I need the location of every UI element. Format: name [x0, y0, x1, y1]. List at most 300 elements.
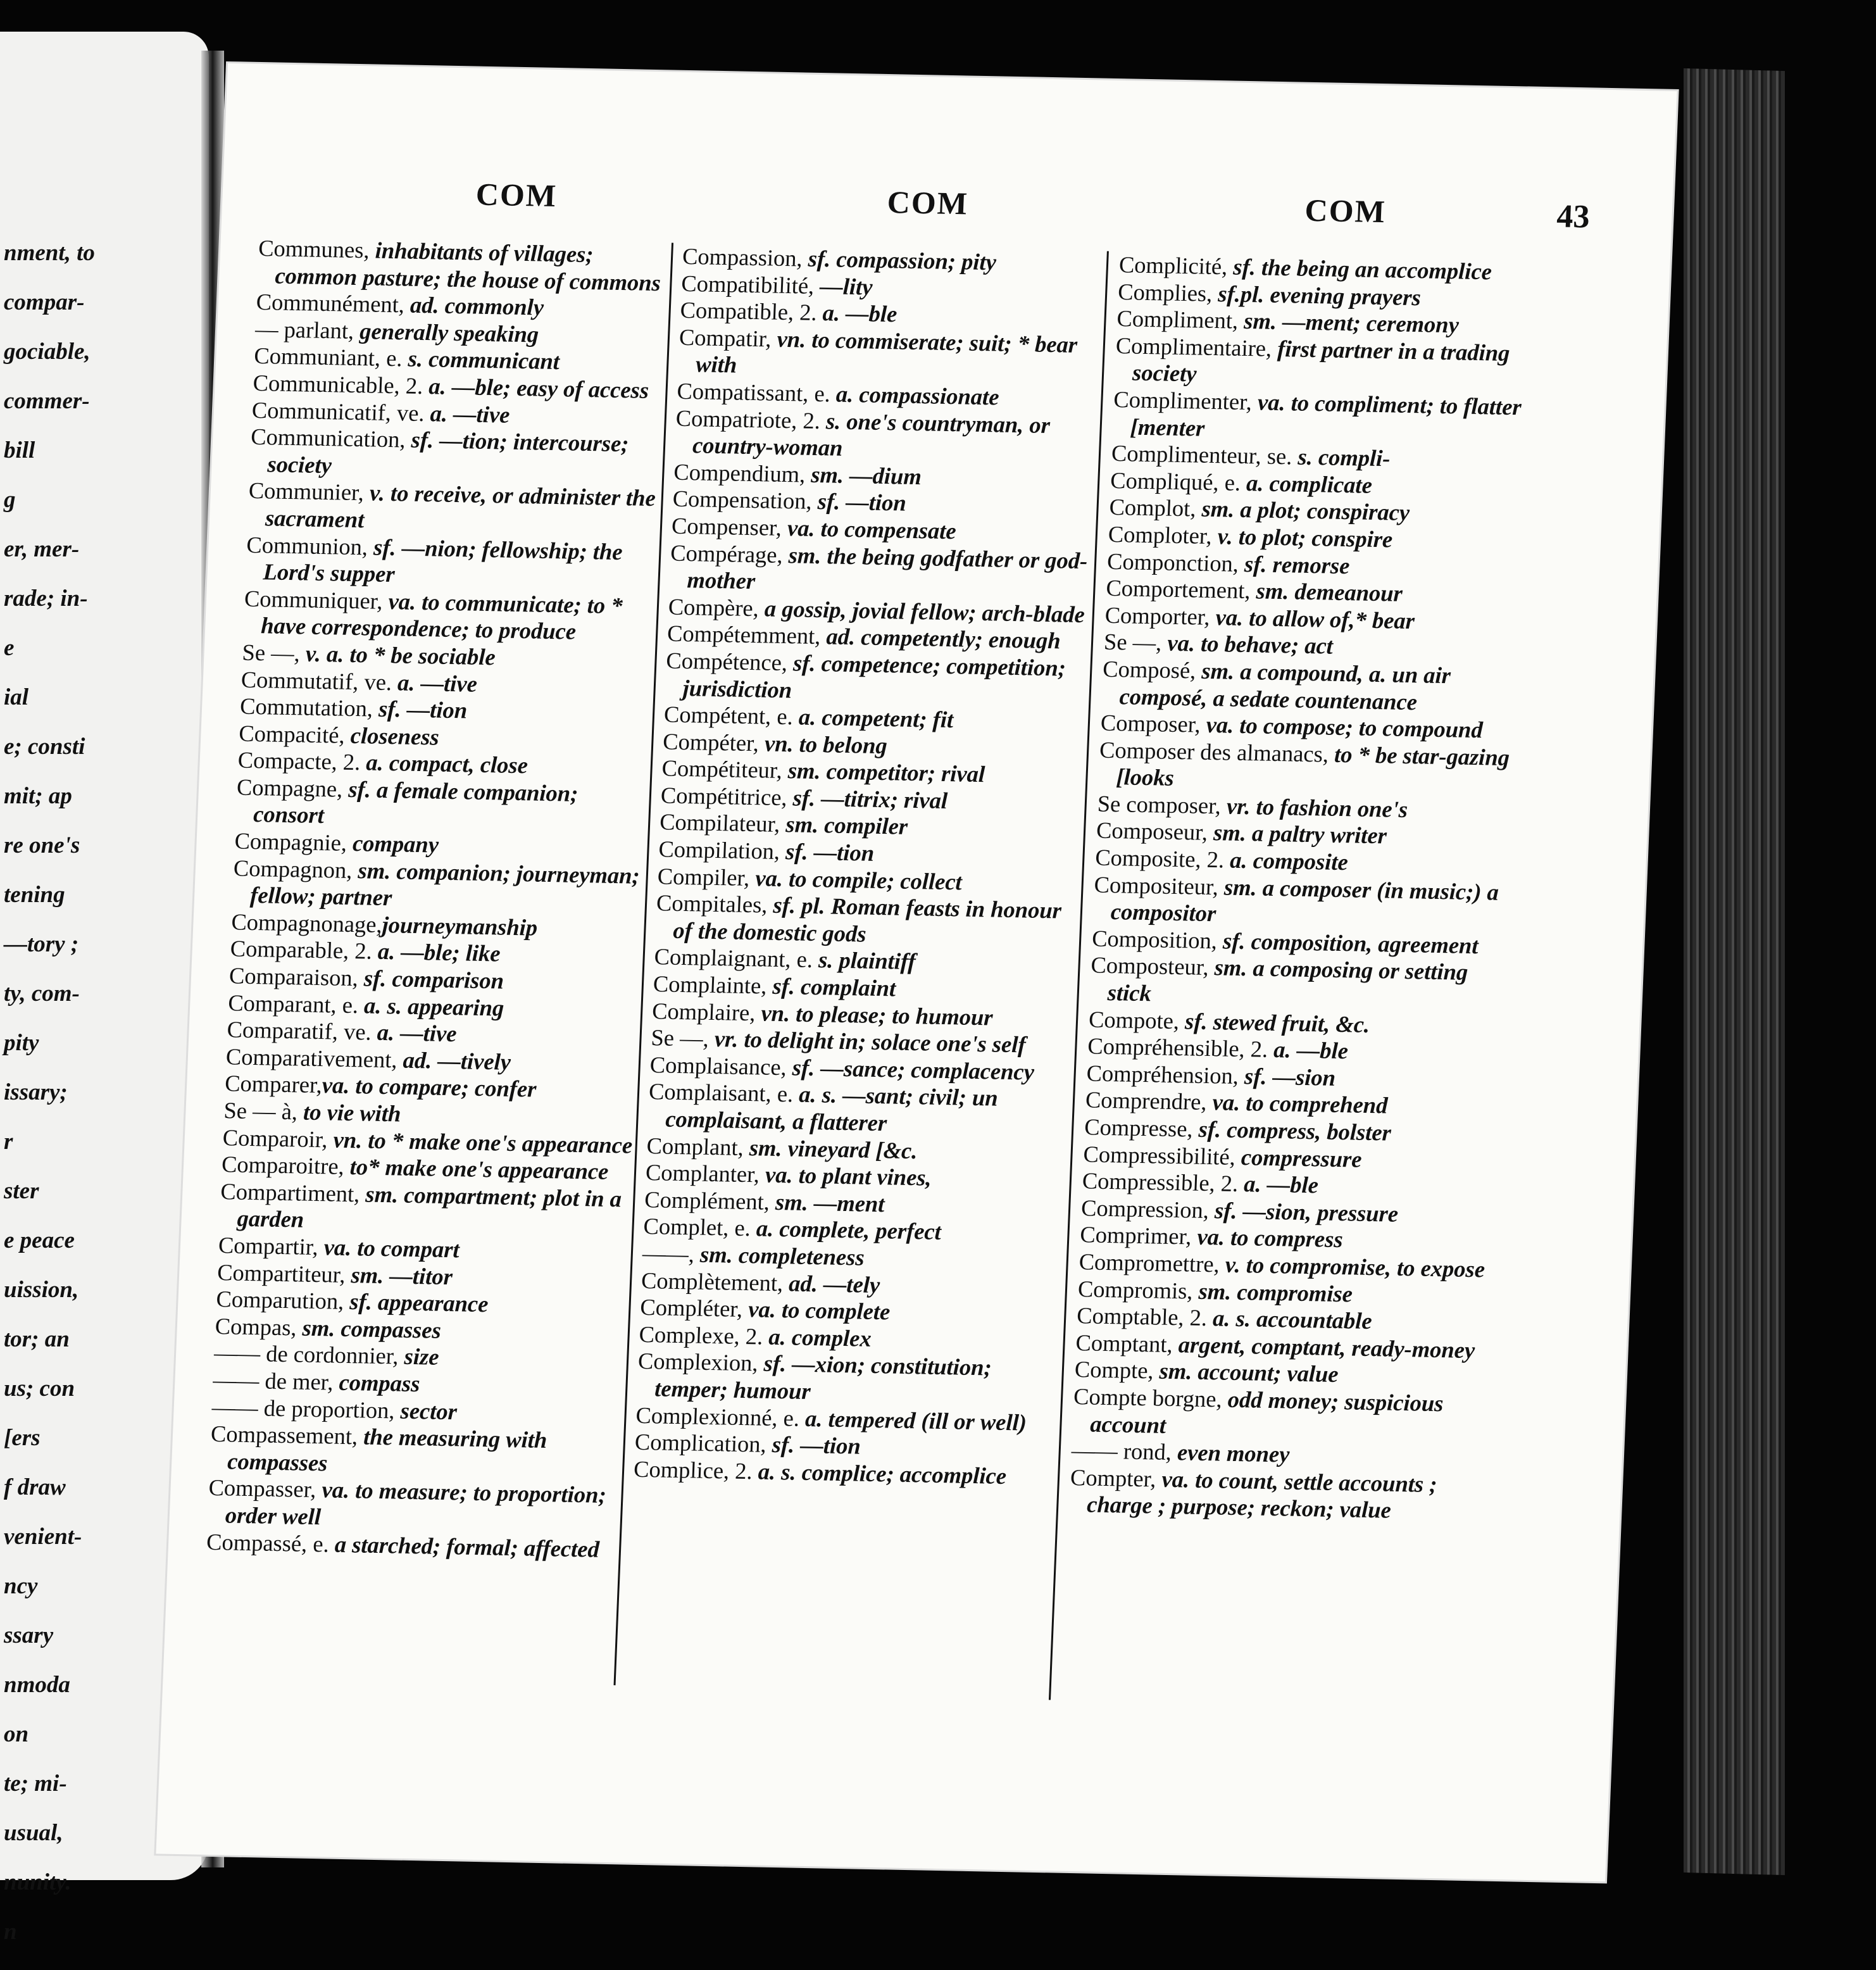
definition: sf. pl. Roman feasts in honour of the domestic gods: [672, 891, 1062, 947]
definition: va. to compensate: [781, 514, 957, 544]
headword: Complication,: [634, 1428, 767, 1457]
definition: va. to allow of,* bear: [1209, 603, 1415, 634]
headword: Comparoir,: [222, 1124, 328, 1152]
definition: sm. demeanour: [1249, 577, 1403, 606]
dictionary-entry: [677, 324, 1097, 386]
definition: sm. compiler: [779, 811, 908, 840]
definition: a. s. appearing: [358, 991, 505, 1021]
definition: vr. to fashion one's: [1220, 793, 1408, 822]
definition: generally speaking: [353, 317, 540, 348]
definition: va. to complete: [742, 1296, 891, 1325]
left-page-line: compar-: [4, 289, 85, 315]
left-page-line: te; mi-: [4, 1771, 67, 1797]
definition: ad. —tely: [782, 1269, 881, 1298]
definition: vn. to please; to humour: [754, 999, 994, 1031]
headword: Comportement,: [1105, 574, 1251, 604]
dictionary-entry: [247, 477, 660, 539]
definition: v. a. to * be sociable: [299, 640, 496, 670]
headword: Compter,: [1070, 1464, 1157, 1492]
definition: sf. compassion; pity: [801, 245, 997, 275]
headword: Compilateur,: [659, 808, 781, 838]
definition: sm. vineyard [&c.: [743, 1134, 918, 1164]
definition: sf. —tion: [372, 695, 468, 724]
definition: a. competent; fit: [792, 703, 954, 733]
headword: Complanter,: [645, 1159, 760, 1188]
definition: va. to compare; confer: [322, 1072, 537, 1103]
headword: Compatissant, e.: [676, 377, 831, 407]
dictionary-entry: [1112, 386, 1532, 448]
headword: Compresse,: [1084, 1114, 1194, 1142]
definition: sf. competence; competition; jurisdiction: [682, 649, 1066, 703]
definition: a. tempered (ill or well): [799, 1405, 1027, 1436]
definition: va. to behave; act: [1161, 629, 1334, 659]
headword: Compère,: [668, 593, 760, 621]
definition: sm. a compound, a. un air composé, a sedate countenance: [1118, 657, 1451, 715]
headword: Compacte, 2.: [237, 746, 361, 775]
dictionary-entry: [1114, 332, 1534, 394]
definition: sm. —dium: [804, 461, 922, 489]
definition: vn. to belong: [758, 730, 888, 758]
headword: Composteur,: [1090, 951, 1210, 981]
definition: sm. compromise: [1192, 1277, 1353, 1307]
definition: a. —tive: [370, 1019, 458, 1047]
definition: sf. a female companion; consort: [253, 775, 579, 829]
left-page-line: bill: [4, 437, 35, 463]
dictionary-entry: [1092, 871, 1512, 933]
headword: Compte,: [1074, 1356, 1154, 1384]
headword: Compatir,: [678, 323, 772, 352]
dictionary-entry: [235, 774, 649, 836]
headword: Compléter,: [639, 1294, 744, 1322]
column-2: [633, 243, 1101, 1491]
definition: sf. stewed fruit, &c.: [1179, 1007, 1371, 1038]
headword: Complexion,: [637, 1348, 759, 1376]
headword: Comparoitre,: [221, 1151, 345, 1180]
definition: a. s. accountable: [1206, 1305, 1373, 1334]
dictionary-entry: [674, 405, 1094, 467]
definition: a. compassionate: [830, 380, 1000, 410]
headword: Comptable, 2.: [1076, 1302, 1208, 1331]
headword: Compliqué, e.: [1110, 467, 1241, 496]
headword: Complet, e.: [642, 1213, 751, 1241]
headword: —— de proportion,: [211, 1393, 396, 1423]
definition: a. complete, perfect: [750, 1215, 942, 1245]
left-page-line: [ers: [4, 1425, 41, 1451]
headword: Communicable, 2.: [252, 369, 424, 399]
definition: sf. remorse: [1238, 550, 1351, 579]
left-page-line: ial: [4, 684, 29, 710]
definition: argent, comptant, ready-money: [1172, 1331, 1475, 1363]
headword: Complice, 2.: [633, 1455, 753, 1484]
dictionary-entry: [209, 1421, 623, 1483]
definition: sm. the being godfather or god-mother: [686, 541, 1089, 594]
headword: Compassion,: [682, 242, 803, 272]
headword: Complicité,: [1118, 251, 1229, 280]
definition: sm. completeness: [694, 1241, 865, 1270]
headword: Composition,: [1091, 925, 1218, 954]
headword: Compartir,: [218, 1232, 319, 1260]
headword: Comparer,: [224, 1070, 323, 1098]
left-page-line: nment, to: [4, 240, 95, 266]
headword: Se —,: [650, 1024, 710, 1052]
headword: Comprendre,: [1085, 1086, 1208, 1115]
left-page-line: e: [4, 635, 15, 661]
page-number: 43: [1556, 198, 1591, 235]
definition: v. to compromise, to expose: [1218, 1251, 1485, 1283]
definition: sm. —titor: [344, 1261, 453, 1289]
definition: sf. comparison: [358, 965, 504, 994]
definition: sm. —ment; ceremony: [1237, 307, 1460, 338]
headword: Compositeur,: [1093, 871, 1219, 900]
headword: Comprimer,: [1079, 1221, 1192, 1250]
dictionary-entry: [647, 1078, 1067, 1140]
definition: closeness: [344, 722, 440, 750]
headword: Composeur,: [1096, 817, 1208, 846]
left-page-line: n: [4, 1919, 17, 1945]
dictionary-entry: [669, 539, 1089, 601]
headword: —— de cordonnier,: [213, 1339, 399, 1369]
definition: sf. —titrix; rival: [786, 784, 948, 813]
headword: Complaire,: [651, 997, 756, 1026]
definition: a. compact, close: [360, 749, 528, 779]
definition: a. complicate: [1240, 469, 1373, 498]
definition: sm. compartment; plot in a garden: [236, 1181, 622, 1233]
headword: Se —,: [241, 639, 301, 667]
left-page-line: er, mer-: [4, 536, 80, 562]
definition: vr. to delight in; solace one's self: [708, 1026, 1027, 1058]
headword: Compagnonage,: [230, 908, 383, 938]
definition: ad. commonly: [404, 291, 544, 320]
definition: compass: [332, 1369, 421, 1397]
definition: sf. —sion: [1238, 1062, 1336, 1091]
definition: va. to communicate; to * have correspondence; to produce: [260, 587, 623, 645]
dictionary-entry: [249, 423, 663, 486]
headword: Comploter,: [1108, 520, 1213, 549]
headword: Compéter,: [662, 728, 760, 756]
left-page-line: tor; an: [4, 1326, 70, 1352]
definition: the measuring with compasses: [227, 1423, 548, 1476]
headword: Communier,: [248, 477, 365, 506]
headword: Commutatif, ve.: [241, 666, 392, 695]
definition: a. —ble; like: [372, 938, 501, 967]
definition: compressure: [1235, 1143, 1363, 1172]
headword: Compromettre,: [1078, 1248, 1220, 1277]
definition: sf. —sion, pressure: [1208, 1196, 1399, 1227]
left-page-line: issary;: [4, 1079, 68, 1105]
definition: sf. —tion: [811, 488, 907, 517]
headword: Se composer,: [1097, 790, 1222, 819]
dictionary-entry: [207, 1474, 620, 1536]
definition: a. complex: [762, 1323, 872, 1352]
headword: Complant,: [646, 1132, 744, 1160]
headword: Compendium,: [673, 458, 806, 487]
definition: va. to compart: [317, 1234, 460, 1263]
dictionary-entry: [637, 1348, 1056, 1410]
headword: Complexionné, e.: [635, 1402, 800, 1431]
headword: — parlant,: [254, 315, 355, 344]
headword: Communiquer,: [244, 585, 384, 614]
left-page-line: re one's: [4, 832, 80, 858]
headword: Comparant, e.: [227, 989, 360, 1018]
definition: s. one's countryman, or country-woman: [692, 407, 1051, 461]
left-page-line: pity: [4, 1030, 39, 1056]
headword: Commutation,: [239, 693, 373, 722]
headword: Comparable, 2.: [230, 935, 373, 965]
definition: sector: [394, 1396, 458, 1424]
running-head-center: COM: [886, 184, 970, 222]
definition: sm. —ment: [769, 1188, 885, 1217]
definition: v. to plot; conspire: [1211, 522, 1394, 553]
headword: Compacité,: [238, 720, 346, 748]
left-page-line: usual,: [4, 1820, 63, 1846]
headword: Complimenter,: [1113, 386, 1253, 415]
definition: sf. complaint: [766, 972, 897, 1001]
headword: Compasser,: [208, 1474, 317, 1503]
column-1: [206, 235, 670, 1563]
left-page-line: r: [4, 1129, 13, 1155]
definition: sm. account; value: [1153, 1357, 1339, 1388]
headword: Complaignant, e.: [653, 943, 813, 973]
definition: va. to measure; to proportion; order well: [225, 1476, 607, 1530]
headword: Complimenteur, se.: [1111, 440, 1293, 470]
dictionary-entry: [232, 855, 645, 917]
headword: Comparativement,: [225, 1043, 398, 1073]
definition: sm. a composing or setting stick: [1107, 954, 1469, 1007]
definition: v. to receive, or administer the sacrament: [265, 479, 656, 533]
headword: Compagne,: [236, 774, 344, 802]
headword: Componction,: [1106, 548, 1239, 577]
definition: va. to plant vines,: [759, 1161, 932, 1191]
headword: Compressibilité,: [1082, 1140, 1236, 1170]
definition: sm. competitor; rival: [782, 757, 985, 787]
definition: sf.pl. evening prayers: [1211, 280, 1422, 310]
left-page-line: on: [4, 1721, 29, 1747]
definition: va. to compile; collect: [749, 864, 963, 895]
headword: Composé,: [1102, 655, 1197, 684]
headword: Compatible, 2.: [679, 296, 818, 326]
left-page-line: gociable,: [4, 339, 91, 365]
definition: a. —ble: [1267, 1036, 1349, 1064]
definition: a. —ble; easy of access: [422, 372, 649, 403]
definition: s. communicant: [401, 345, 560, 375]
definition: odd money; suspicious account: [1089, 1386, 1444, 1438]
definition: a. —tive: [391, 668, 478, 697]
headword: Compatibilité,: [680, 270, 815, 299]
headword: Compenser,: [671, 512, 782, 541]
left-page-line: tening: [4, 882, 65, 908]
definition: to * be star-gazing [looks: [1115, 741, 1510, 791]
headword: Comparatif, ve.: [226, 1016, 372, 1045]
definition: sm. a paltry writer: [1207, 819, 1387, 849]
headword: Compétiteur,: [661, 755, 783, 784]
headword: Compte borgne,: [1073, 1383, 1223, 1412]
headword: Composer,: [1100, 709, 1201, 737]
headword: Compitales,: [656, 889, 768, 918]
headword: ——,: [642, 1239, 695, 1267]
headword: Se — à,: [223, 1097, 298, 1125]
definition: sf. compress, bolster: [1192, 1115, 1392, 1146]
book-page-edges: [1684, 68, 1785, 1875]
headword: Compétent, e.: [663, 701, 794, 730]
left-page-line: f draw: [4, 1474, 66, 1500]
headword: Complaisant, e.: [648, 1078, 794, 1107]
headword: Compensation,: [672, 485, 813, 515]
left-page-line: g: [4, 487, 16, 513]
left-page-line: commer-: [4, 388, 90, 414]
dictionary-entry: [1069, 1464, 1489, 1526]
headword: Complètement,: [641, 1267, 784, 1296]
definition: size: [397, 1343, 440, 1371]
running-head-right: COM: [1304, 192, 1387, 230]
headword: Composer des almanacs,: [1099, 736, 1329, 767]
headword: Complimentaire,: [1115, 332, 1273, 361]
definition: a starched; formal; affected: [328, 1531, 600, 1562]
definition: a. s. complice; accomplice: [751, 1458, 1007, 1489]
headword: Communion,: [246, 531, 368, 560]
headword: Compartiment,: [220, 1177, 361, 1207]
headword: Compote,: [1088, 1006, 1180, 1034]
headword: Complainte,: [653, 970, 768, 999]
dictionary-entry: [245, 531, 658, 593]
headword: Complies,: [1117, 278, 1213, 306]
definition: sf. —tion; intercourse; society: [266, 426, 630, 479]
definition: a. s. —sant; civil; un complaisant, a flatterer: [665, 1081, 999, 1136]
headword: Complaisance,: [649, 1051, 787, 1081]
definition: sm. compasses: [296, 1314, 442, 1343]
headword: —— rond,: [1071, 1437, 1172, 1465]
headword: Compartiteur,: [216, 1258, 346, 1288]
dictionary-entry: [665, 647, 1084, 709]
definition: journeymanship: [381, 911, 538, 941]
definition: s. plaintiff: [812, 946, 916, 975]
headword: Complexe, 2.: [638, 1321, 764, 1350]
running-head-left: COM: [475, 176, 558, 214]
dictionary-entry: [1072, 1383, 1492, 1445]
definition: va. to compress: [1191, 1223, 1344, 1253]
definition: even money: [1171, 1439, 1291, 1467]
headword: Complément,: [644, 1186, 770, 1215]
left-page-line: ssary: [4, 1622, 54, 1648]
headword: Compilation,: [658, 836, 781, 865]
definition: company: [346, 829, 439, 858]
definition: sm. a plot; conspiracy: [1195, 495, 1410, 526]
definition: sf. —nion; fellowship; the Lord's supper: [262, 533, 623, 587]
headword: Compétemment,: [666, 620, 822, 649]
headword: Compiler,: [657, 862, 751, 891]
headword: Communication,: [250, 423, 406, 453]
headword: Compétitrice,: [660, 782, 788, 811]
column-3: [1069, 251, 1537, 1526]
left-page-line: ty, com-: [4, 981, 80, 1007]
definition: sf. the being an accomplice: [1227, 253, 1492, 285]
headword: Compagnon,: [233, 855, 353, 883]
headword: Comporter,: [1104, 601, 1211, 630]
headword: Composite, 2.: [1094, 844, 1225, 873]
headword: Compromis,: [1077, 1275, 1194, 1304]
definition: ad. competently; enough: [820, 623, 1061, 654]
definition: sf. —sance; complacency: [785, 1054, 1035, 1085]
definition: a. —ble: [1237, 1170, 1319, 1198]
definition: ad. —tively: [396, 1046, 511, 1075]
headword: Compagnie,: [234, 827, 347, 856]
definition: va. to count, settle accounts ; charge ; purpose; reckon; value: [1086, 1465, 1438, 1524]
definition: sm. a composer (in music;) a compositor: [1110, 873, 1499, 927]
headword: Compassement,: [210, 1421, 359, 1450]
headword: Compassé, e.: [206, 1528, 330, 1557]
definition: sm. companion; journeyman; fellow; partner: [249, 856, 641, 911]
definition: vn. to * make one's appearance: [327, 1126, 633, 1158]
definition: va. to comprehend: [1206, 1089, 1389, 1119]
left-page-line: mit; ap: [4, 783, 72, 809]
definition: sf. —tion: [765, 1431, 861, 1459]
definition: s. compli-: [1291, 443, 1391, 472]
headword: Complot,: [1108, 494, 1197, 522]
dictionary-entry: [655, 890, 1075, 952]
definition: sf. composition, agreement: [1216, 927, 1479, 959]
headword: Comptant,: [1075, 1329, 1173, 1357]
headword: Communiant, e.: [253, 342, 403, 372]
definition: sf. —xion; constitution; temper; humour: [654, 1350, 992, 1404]
headword: Compressible, 2.: [1082, 1167, 1239, 1197]
headword: Compas,: [215, 1312, 297, 1341]
definition: sf. —tion: [779, 838, 875, 866]
left-page-line: ncy: [4, 1573, 38, 1599]
dictionary-entry: [1089, 952, 1509, 1014]
headword: Compérage,: [670, 539, 784, 568]
left-page-line: e peace: [4, 1227, 75, 1253]
left-page-line: ster: [4, 1178, 39, 1204]
dictionary-entry: [243, 585, 656, 647]
headword: Se —,: [1103, 629, 1163, 656]
headword: Compréhension,: [1085, 1060, 1239, 1089]
definition: vn. to commiserate; suit; * bear with: [695, 325, 1078, 378]
left-page-line: uission,: [4, 1277, 79, 1303]
dictionary-entry: [1101, 656, 1521, 718]
headword: Communicatif, ve.: [251, 396, 425, 426]
definition: sf. appearance: [343, 1288, 489, 1317]
headword: Compression,: [1080, 1195, 1210, 1223]
headword: Compréhensible, 2.: [1087, 1032, 1269, 1063]
dictionary-entry: [219, 1178, 632, 1240]
dictionary-entry: [257, 235, 670, 297]
headword: Comparaison,: [228, 962, 359, 991]
definition: a. —ble: [816, 299, 898, 327]
headword: Communément,: [256, 289, 405, 318]
headword: Compatriote, 2.: [675, 405, 821, 434]
headword: Compliment,: [1116, 305, 1239, 334]
left-page-line: —tory ;: [4, 931, 79, 957]
definition: inhabitants of villages; common pasture; the house of commons: [274, 237, 661, 296]
definition: to vie with: [297, 1098, 402, 1127]
definition: a gossip, jovial fellow; arch-blade: [758, 594, 1085, 627]
headword: —— de mer,: [212, 1366, 334, 1395]
left-page-line: us; con: [4, 1376, 75, 1402]
definition: —lity: [813, 272, 873, 300]
left-page-line: venient-: [4, 1524, 82, 1550]
dictionary-page: [156, 63, 1677, 1881]
definition: a. —tive: [423, 399, 511, 428]
definition: first partner in a trading society: [1132, 335, 1511, 387]
left-page-line: e; consti: [4, 734, 85, 760]
left-page-line: nmoda: [4, 1672, 70, 1698]
left-page-line: nunity.: [4, 1869, 72, 1895]
left-page-line: rade; in-: [4, 586, 88, 612]
definition: a. composite: [1223, 846, 1349, 875]
definition: to* make one's appearance: [343, 1153, 610, 1185]
headword: Communes,: [258, 234, 370, 263]
headword: Compétence,: [665, 647, 788, 676]
definition: va. to compliment; to flatter [menter: [1129, 389, 1522, 441]
